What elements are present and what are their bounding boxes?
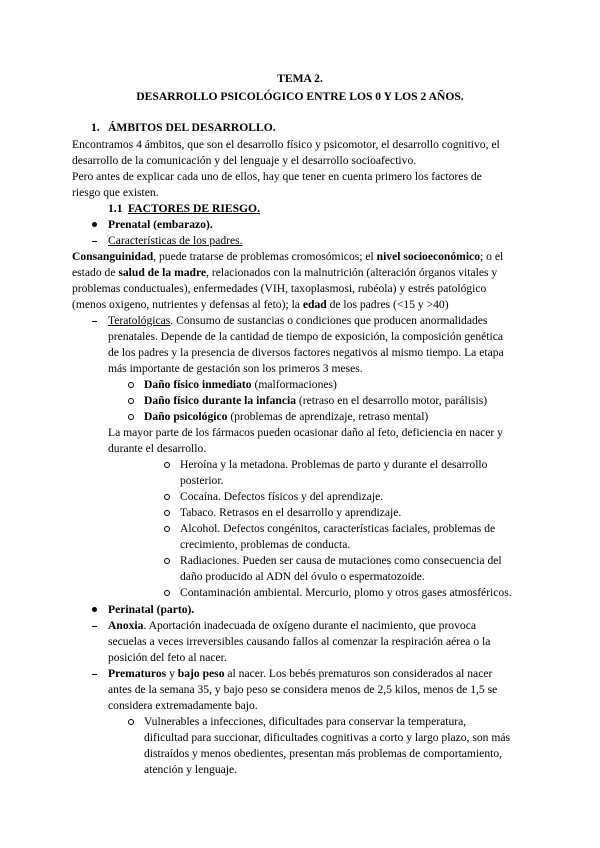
subsection-heading: FACTORES DE RIESGO. <box>128 202 260 215</box>
intro-line: Encontramos 4 ámbitos, que son el desarrollo físico y psicomotor, el desarrollo cognitivo, el <box>72 138 500 151</box>
dash-icon <box>92 674 97 675</box>
anoxia-line: Anoxia. Aportación inadecuada de oxígeno durante el nacimiento, que provoca <box>108 619 476 632</box>
vulnerables-line: Vulnerables a infecciones, dificultades para conservar la temperatura, <box>144 715 467 728</box>
circle-bullet-icon <box>128 382 134 388</box>
prematuros-line: considera extremadamente bajo. <box>108 699 258 712</box>
bullet-icon <box>92 607 97 612</box>
sustancia-item: Cocaína. Defectos físicos y del aprendizaje. <box>180 490 384 503</box>
vulnerables-line: atención y lenguaje. <box>144 763 238 776</box>
consanguinidad-line: estado de salud de la madre, relacionados con la malnutrición (alteración órganos vitales y <box>72 266 498 279</box>
teratologicas-line: más importante de gestación son los primeros 3 meses. <box>108 362 363 375</box>
sustancia-item: Heroína y la metadona. Problemas de parto y durante el desarrollo <box>180 458 488 471</box>
doc-subtitle: DESARROLLO PSICOLÓGICO ENTRE LOS 0 Y LOS 2 AÑOS. <box>136 90 464 103</box>
dano-item: Daño psicológico (problemas de aprendizaje, retraso mental) <box>144 410 429 423</box>
subsection-number: 1.1 <box>108 202 123 215</box>
circle-bullet-icon <box>164 494 170 500</box>
circle-bullet-icon <box>128 719 134 725</box>
sustancia-item: daño producido al ADN del óvulo o espermatozoide. <box>180 570 425 583</box>
circle-bullet-icon <box>164 526 170 532</box>
teratologicas-line: de los padres y la presencia de diversos factores negativos al mismo tiempo. La etapa <box>108 346 504 359</box>
circle-bullet-icon <box>164 590 170 596</box>
bullet-icon <box>92 222 97 227</box>
circle-bullet-icon <box>164 558 170 564</box>
circle-bullet-icon <box>164 462 170 468</box>
dash-icon <box>92 626 97 627</box>
anoxia-line: posición del feto al nacer. <box>108 651 227 664</box>
vulnerables-line: dificultad para succionar, dificultades cognitivas a corto y largo plazo, son más <box>144 731 511 744</box>
consanguinidad-line: (menos oxigeno, nutrientes y defensas al feto); la edad de los padres (<15 y >40) <box>72 298 449 311</box>
section-number: 1. <box>91 121 100 134</box>
anoxia-line: secuelas a veces irreversibles causando fallos al comenzar la respiración aérea o la <box>108 635 491 648</box>
circle-bullet-icon <box>164 510 170 516</box>
intro-line: riesgo que existen. <box>72 186 159 199</box>
padres-label: Características de los padres. <box>108 234 243 247</box>
intro-line: desarrollo de la comunicación y del lenguaje y el desarrollo socioafectivo. <box>72 154 417 167</box>
sustancia-item: Contaminación ambiental. Mercurio, plomo y otros gases atmosféricos. <box>180 586 512 599</box>
teratologicas-line: prenatales. Depende de la cantidad de tiempo de exposición, la composición genética <box>108 330 504 343</box>
circle-bullet-icon <box>128 414 134 420</box>
sustancia-item: posterior. <box>180 474 224 487</box>
consanguinidad-line: Consanguinidad, puede tratarse de problemas cromosómicos; el nivel socioeconómico; o el <box>72 250 504 263</box>
dash-icon <box>92 241 97 242</box>
prematuros-line: Prematuros y bajo peso al nacer. Los bebés prematuros son considerados al nacer <box>108 667 493 680</box>
dano-item: Daño físico durante la infancia (retraso en el desarrollo motor, parálisis) <box>144 394 488 407</box>
perinatal-heading: Perinatal (parto). <box>108 603 195 616</box>
vulnerables-line: distraídos y menos obedientes, presentan más problemas de comportamiento, <box>144 747 503 760</box>
consanguinidad-line: problemas conductuales), enfermedades (VIH, taxoplasmosi, rubéola) y estrés patológico <box>72 282 487 295</box>
prematuros-line: antes de la semana 35, y bajo peso se considera menos de 2,5 kilos, menos de 1,5 se <box>108 683 498 696</box>
teratologicas-line: Teratológicas. Consumo de sustancias o condiciones que producen anormalidades <box>108 314 488 327</box>
sustancia-item: Radiaciones. Pueden ser causa de mutaciones como consecuencia del <box>180 554 502 567</box>
dano-item: Daño físico inmediato (malformaciones) <box>144 378 337 391</box>
farmacos-line: durante el desarrollo. <box>108 442 207 455</box>
dash-icon <box>92 321 97 322</box>
section-heading: ÁMBITOS DEL DESARROLLO. <box>108 121 276 134</box>
intro-line: Pero antes de explicar cada uno de ellos, hay que tener en cuenta primero los factores de <box>72 170 482 183</box>
farmacos-line: La mayor parte de los fármacos pueden ocasionar daño al feto, deficiencia en nacer y <box>108 426 503 439</box>
prenatal-heading: Prenatal (embarazo). <box>108 218 213 231</box>
circle-bullet-icon <box>128 398 134 404</box>
doc-title: TEMA 2. <box>277 72 323 85</box>
sustancia-item: crecimiento, problemas de conducta. <box>180 538 351 551</box>
sustancia-item: Tabaco. Retrasos en el desarrollo y aprendizaje. <box>180 506 402 519</box>
sustancia-item: Alcohol. Defectos congénitos, características faciales, problemas de <box>180 522 496 535</box>
